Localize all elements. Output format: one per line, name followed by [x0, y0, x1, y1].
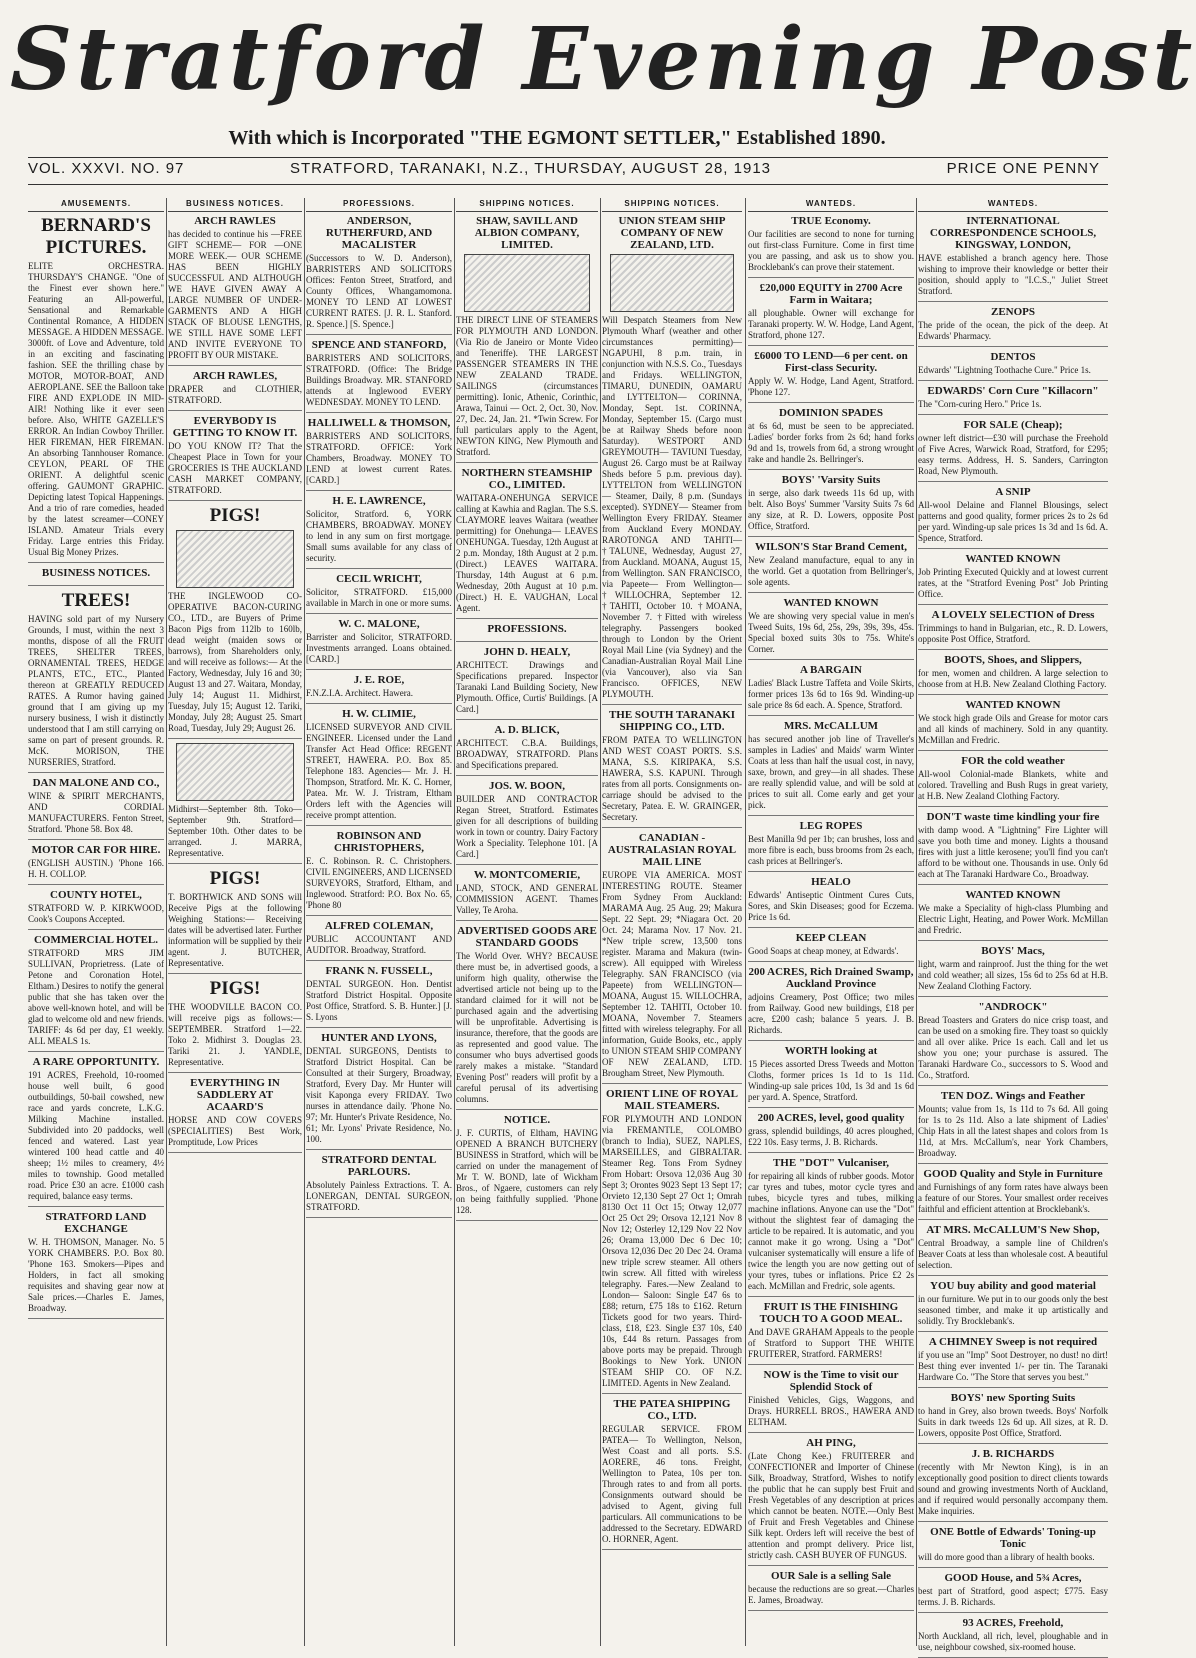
advertisement [748, 1369, 914, 1433]
column-shipping-notices-2 [602, 198, 742, 1646]
ad-body: The World Over. WHY? BECAUSE there must be, in advertised goods, a uniform high quality, otherwise the advertised article not being up to the standard claimed for it will not be purchased again and the advertising will be unprofitable. Advertising is insurance, therefore, that the goods are as represented and good value. The consumer who buys advertised goods rarely makes a mistake. "Standard Evening Post" readers will profit by a careful perusal of its advertising columns. [456, 951, 598, 1104]
ad-body: EUROPE VIA AMERICA. MOST INTERESTING ROUTE. Steamer From Sydney From Auckland: MARAMA Aug. 25 Aug. 29; Makura Sept. 22 Sept. 29; *Niagara Oct. 20 Oct. 24; Marama Nov. 17 Nov. 21. *New triple screw, 13,500 tons register. Marama and Makura (twin-screw). All equipped with Wireless Telegraphy. SAN FRANCISCO (via Papeete) from WELLINGTON— MOANA, August 15. WILLOCHRA, September 12. TAHITI, October 10. MOANA, November 7. Steamers fitted with wireless telegraphy. For all information, Guide Books, etc., apply to UNION STEAM SHIP COMPANY OF NEW ZEALAND, LTD. Brougham Street, New Plymouth. [602, 870, 742, 1078]
advertisement [748, 820, 914, 872]
column-heading: AMUSEMENTS. [28, 198, 164, 212]
column-divider [166, 198, 167, 1646]
ad-heading: PIGS! [209, 505, 261, 526]
advertisement [748, 474, 914, 537]
ad-heading: MOTOR CAR FOR HIRE. [31, 844, 161, 856]
ad-body: Midhirst—September 8th. Toko—September 9th. Stratford—September 10th. Other dates to be arranged. J. MARRA, Representative. [168, 804, 302, 858]
ad-heading: BOOTS, Shoes, and Slippers, [944, 654, 1082, 666]
ad-body: The "Corn-curing Hero." Price 1s. [918, 399, 1042, 409]
ad-body: (Late Chong Kee.) FRUITERER and CONFECTIONER and Importer of Chinese Silk, Broadway, Stratford, Wishes to notify the public that he can supply best Fruit and Fresh Vegetables of any description at prices which cannot be beaten. NOTE.—Only Best of Fruit and Fresh Vegetables and Chinese Silk kept. Orders left will receive the best of attention and prompt delivery. Price list, strictly cash. CASH BUYER OF FUNGUS. [748, 1451, 914, 1560]
ad-heading: HUNTER AND LYONS, [321, 1032, 437, 1044]
ad-body: We are showing very special value in men's Tweed Suits, 19s 6d, 25s, 29s, 39s, 39s, 45s. Special boxed suits 30s to 75s. White's Corner. [748, 611, 914, 654]
ad-heading: OUR Sale is a selling Sale [770, 1570, 892, 1582]
column-heading: WANTEDS. [918, 198, 1108, 212]
ad-heading: A. D. BLICK, [494, 724, 560, 736]
ad-heading: PIGS! [209, 868, 261, 889]
advertisement [168, 868, 302, 974]
ad-body: Will Despatch Steamers from New Plymouth Wharf (weather and other circumstances permitting)— NGAPUHI, 8 p.m. train, in conjunction with N.S.S. Co., Tuesdays and Fridays. WELLINGTON, TIMARU, DUNEDIN, OAMARU and LYTTELTON— CORINNA, Monday, Sept. 1st. CORINNA, Monday, September 15. (Cargo must be at Railway Sheds before noon Saturday). WESTPORT AND GREYMOUTH— TAVIUNI Tuesday, August 26. Cargo must be at Railway Sheds before 5 p.m. previous day). LYTTELTON from WELLINGTON— Steamer, Daily, 8 p.m. (Sundays excepted). SYDNEY— Steamer from Wellington Every FRIDAY. Steamer from Auckland Every MONDAY. RAROTONGA AND TAHITI— †TALUNE, Wednesday, August 27, from Auckland. MOANA, August 15, from Wellington. SAN FRANCISCO, via Papeete— From Wellington— †WILLOCHRA, September 12. †TAHITI, October 10. †MOANA, November 7. †Fitted with wireless telegraphy. Passengers booked through to London by the Orient Royal Mail Line (via Sydney) and the Canadian-Australian Royal Mail Line (via Vancouver), also via San Francisco. OFFICES, NEW PLYMOUTH. [602, 315, 742, 699]
ad-body: Solicitor, STRATFORD. £15,000 available in March in one or more sums. [306, 587, 452, 608]
ad-body: Central Broadway, a sample line of Children's Beaver Coats at less than wholesale cost. A beautiful selection. [918, 1238, 1108, 1270]
ad-body: best part of Stratford, good aspect; £775. Easy terms. J. B. Richards. [918, 1586, 1108, 1607]
ad-heading: EVERYTHING IN SADDLERY AT ACAARD'S [190, 1077, 280, 1113]
ad-heading: A SNIP [995, 486, 1031, 498]
ad-body: And DAVE GRAHAM Appeals to the people of Stratford to Support THE WHITE FRUITERER, Stratford. FARMERS! [748, 1327, 914, 1359]
price: PRICE ONE PENNY [946, 160, 1100, 177]
ad-body: adjoins Creamery, Post Office; two miles from Railway. Good new buildings, £18 per acre, £200 cash; balance 5 years. J. B. Richards. [748, 992, 914, 1035]
ad-body: We make a Speciality of high-class Plumbing and Electric Light, Heating, and Power Work. McMillan and Fredric. [918, 903, 1108, 935]
advertisement [168, 743, 302, 864]
advertisement [918, 1336, 1108, 1388]
column-heading: BUSINESS NOTICES. [168, 198, 302, 212]
ad-heading: BERNARD'S PICTURES. [41, 215, 151, 258]
ad-body: and Furnishings of any form rates have always been a feature of our Stores. Your smallest order receives faithful and efficient attention at Brocklebank's. [918, 1182, 1108, 1214]
ad-heading: NOW is the Time to visit our Splendid Stock of [763, 1369, 899, 1393]
ad-heading: WANTED KNOWN [965, 699, 1061, 711]
advertisement [168, 978, 302, 1073]
advertisement [306, 708, 452, 826]
advertisement [28, 567, 164, 586]
advertisement [748, 966, 914, 1041]
column-business-notices [168, 198, 302, 1646]
ad-body: T. BORTHWICK AND SONS will Receive Pigs at the following Weighing Stations:— Receiving dates will be advertised later. Further information will be supplied by their agent. J. BUTCHER, Representative. [168, 892, 302, 968]
advertisement [918, 553, 1108, 605]
ad-heading: CANADIAN - AUSTRALASIAN ROYAL MAIL LINE [607, 832, 737, 868]
advertisement [306, 965, 452, 1028]
ad-heading: STRATFORD DENTAL PARLOURS. [321, 1154, 437, 1178]
ad-heading: AT MRS. McCALLUM'S New Shop, [926, 1224, 1100, 1236]
ad-body: Edwards' "Lightning Toothache Cure." Price 1s. [918, 365, 1091, 375]
ad-body: Apply W. W. Hodge, Land Agent, Stratford. 'Phone 127. [748, 376, 914, 397]
ad-body: STRATFORD W. P. KIRKWOOD, Cook's Coupons Accepted. [28, 903, 164, 924]
ad-body: THE DIRECT LINE OF STEAMERS FOR PLYMOUTH AND LONDON. (Via Rio de Janeiro or Monte Video and Teneriffe). THE LARGEST PASSENGER STEAMERS IN THE NEW ZEALAND TRADE. SAILINGS (circumstances permitting). Ionic, Athenic, Corinthic, Arawa, Tainui — Oct. 2, Oct. 30, Nov. 27, Dec. 24, Jan. 21. *Twin Screw. For full particulars apply to the Agent, NEWTON KING, New Plymouth and Stratford. [456, 315, 598, 457]
ad-body: WAITARA-ONEHUNGA SERVICE calling at Kawhia and Raglan. The S.S. CLAYMORE leaves Waitara (weather permitting) for Onehunga— LEAVES ONEHUNGA. Tuesday, 12th August at 2 p.m. Monday, 18th August at 2 p.m. (Direct.) LEAVES WAITARA. Thursday, 14th August at 6 p.m. Wednesday, 20th August at 10 p.m. (Direct.) H. E. VAUGHAN, Local Agent. [456, 493, 598, 613]
advertisement [168, 215, 302, 366]
advertisement [748, 1045, 914, 1108]
advertisement [918, 1448, 1108, 1522]
ad-heading: AH PING, [806, 1437, 856, 1449]
ad-body: ARCHITECT. Drawings and Specifications prepared. Inspector Taranaki Land Building Society, New Plymouth. Office, Curtis' Buildings. [A Card.] [456, 660, 598, 714]
ad-body: ELITE ORCHESTRA. THURSDAY'S CHANGE. "One of the Finest ever shown here." Featuring an All-powerful, Sensational and Remarkable Continental Romance, A HIDDEN MESSAGE. A HIDDEN MESSAGE. 3000ft. of Love and Adventure, told in an exciting and fascinating fashion. SEE the thrilling chase by MOTOR, MOTOR-BOAT, AND AEROPLANE. SEE the Balloon take FIRE AND EXPLODE IN MID-AIR! Nothing like it ever seen before. Also, WHITE GAZELLE'S ERROR. An Indian Cowboy Thriller. HER FIREMAN, HER FIREMAN. An absorbing Tannhouser Romance. CEYLON, PEARL OF THE ORIENT. A delightful scenic offering. GAUMONT GRAPHIC. Depicting latest Topical Happenings. And a trio of rare comedies, headed by the latest screamer—CONEY ISLAND. Amateur Trials every Friday. Large entries this Friday. Usual Big Money Prizes. [28, 261, 164, 557]
advertisement [918, 1280, 1108, 1332]
ad-body: PUBLIC ACCOUNTANT AND AUDITOR. Broadway, Stratford. [306, 934, 452, 955]
ad-heading: 93 ACRES, Freehold, [962, 1617, 1064, 1629]
ad-illustration [176, 743, 294, 801]
ad-heading: £20,000 EQUITY in 2700 Acre Farm in Waitara; [759, 282, 903, 306]
ad-body: HAVE established a branch agency here. Those wishing to improve their knowledge or better their position, should apply to "I.C.S.," Juliet Street Stratford. [918, 253, 1108, 296]
ad-heading: £6000 TO LEND—6 per cent. on First-class Security. [754, 350, 908, 374]
ad-heading: COUNTY HOTEL, [50, 889, 142, 901]
ad-body: Ladies' Black Lustre Taffeta and Voile Skirts, former prices 13s 6d to 16s 9d. Winding-up sale price 8s 6d each. A. Spence, Stratford. [748, 678, 914, 710]
advertisement [748, 720, 914, 816]
advertisement [918, 811, 1108, 885]
advertisement [918, 351, 1108, 381]
advertisement [28, 844, 164, 885]
ad-body: Finished Vehicles, Gigs, Waggons, and Drays. HURRELL BROS., HAWERA AND ELTHAM. [748, 1395, 914, 1427]
advertisement [918, 1090, 1108, 1164]
ad-illustration [176, 530, 294, 588]
column-shipping-notices-1 [456, 198, 598, 1646]
ad-heading: TREES! [61, 590, 131, 611]
advertisement [918, 1572, 1108, 1613]
ad-heading: YOU buy ability and good material [930, 1280, 1096, 1292]
advertisement [602, 1398, 742, 1550]
ad-heading: 200 ACRES, Rich Drained Swamp, Auckland Province [748, 966, 914, 990]
ad-heading: CECIL WRICHT, [336, 573, 422, 585]
advertisement [28, 934, 164, 1052]
ad-body: Job Printing Executed Quickly and at lowest current rates, at the "Stratford Evening Post" Job Printing Office. [918, 567, 1108, 599]
advertisement [918, 945, 1108, 997]
ad-heading: WORTH looking at [784, 1045, 878, 1057]
ad-heading: "ANDROCK" [978, 1001, 1048, 1013]
ad-heading: NOTICE. [503, 1114, 551, 1126]
advertisement [306, 573, 452, 614]
advertisement [28, 1211, 164, 1319]
advertisement [306, 830, 452, 916]
advertisement [918, 419, 1108, 482]
ad-body: HORSE AND COW COVERS (SPECIALITIES) Best Work, Promptitude, Low Prices [168, 1115, 302, 1147]
ad-heading: EDWARDS' Corn Cure "Killacorn" [927, 385, 1099, 397]
advertisement [602, 832, 742, 1084]
ad-body: Our facilities are second to none for turning out first-class Furniture. Come in first time you are passing, and ask us to show you. Brocklebank's can prove their statement. [748, 229, 914, 272]
ad-heading: ONE Bottle of Edwards' Toning-up Tonic [930, 1526, 1096, 1550]
advertisement [456, 467, 598, 619]
advertisement [306, 215, 452, 335]
ad-heading: ALFRED COLEMAN, [324, 920, 434, 932]
advertisement [918, 385, 1108, 415]
advertisement [456, 215, 598, 463]
ad-body: We stock high grade Oils and Grease for motor cars and all kinds of machinery. Sold in any quantity. McMillan and Fredric. [918, 713, 1108, 745]
advertisement [748, 1437, 914, 1566]
column-professions [306, 198, 452, 1646]
advertisement [28, 215, 164, 563]
ad-illustration [610, 254, 734, 312]
ad-heading: BUSINESS NOTICES. [41, 567, 151, 579]
advertisement [918, 1392, 1108, 1444]
ad-body: 15 Pieces assorted Dress Tweeds and Motton Cloths, former prices 1s 1d to 1s 11d. Winding-up sale prices 10d, 1s 3d and 1s 6d per yard. A. Spence, Stratford. [748, 1059, 914, 1102]
advertisement [456, 925, 598, 1110]
advertisement [306, 920, 452, 961]
dateline [28, 160, 1108, 182]
ad-body: WINE & SPIRIT MERCHANTS, AND CORDIAL MANUFACTURERS. Fenton Street, Stratford. 'Phone 58. Box 48. [28, 791, 164, 834]
advertisement [748, 1301, 914, 1365]
ad-body: (Successors to W. D. Anderson), BARRISTERS AND SOLICITORS Offices: Fenton Street, Stratford, and County Offices, Whangamomona. MONEY TO LEND AT LOWEST CURRENT RATES. [J. R. L. Stanford. R. Spence.] [S. Spence.] [306, 253, 452, 329]
column-heading: SHIPPING NOTICES. [456, 198, 598, 212]
ad-body: because the reductions are so great.—Charles E. James, Broadway. [748, 1584, 914, 1605]
ad-heading: JOS. W. BOON, [488, 780, 566, 792]
ad-heading: WANTED KNOWN [965, 889, 1061, 901]
ad-body: DRAPER and CLOTHIER, STRATFORD. [168, 384, 302, 405]
ad-body: F.N.Z.I.A. Architect. Hawera. [306, 688, 413, 698]
ad-body: DO YOU KNOW IT? That the Cheapest Place in Town for your GROCERIES IS THE AUCKLAND CASH MARKET COMPANY, STRATFORD. [168, 441, 302, 495]
advertisement [918, 1526, 1108, 1568]
advertisement [28, 889, 164, 930]
ad-body: FROM PATEA TO WELLINGTON AND WEST COAST PORTS. S.S. MANA, S.S. KIRIPAKA, S.S. HAWERA, S.S. KAPUNI. Through rates from all ports. Consignments on-carriage should be advised to the Secretary, Patea. E. W. GRAINGER, Secretary. [602, 735, 742, 822]
ad-heading: TRUE Economy. [791, 215, 871, 227]
advertisement [602, 709, 742, 828]
ad-heading: FRUIT IS THE FINISHING TOUCH TO A GOOD MEAL. [759, 1301, 903, 1325]
volume-number: VOL. XXXVI. NO. 97 [28, 160, 185, 177]
advertisement [918, 1617, 1108, 1658]
ad-heading: THE SOUTH TARANAKI SHIPPING CO., LTD. [608, 709, 736, 733]
advertisement [168, 415, 302, 501]
advertisement [456, 623, 598, 642]
advertisement [918, 889, 1108, 941]
ad-body: Bread Toasters and Graters do nice crisp toast, and can be used on a smoking fire. They toast so quickly and all over alike. Price 1s each. Call and let us show you one; your purchase is assured. The Taranaki Hardware Co., successors to S. Wood and Co., Stratford. [918, 1015, 1108, 1080]
advertisement [918, 486, 1108, 549]
ad-body: Solicitor, Stratford. 6, YORK CHAMBERS, BROADWAY. MONEY to lend in any sum on first mortgage. Small sums available for any class of security. [306, 509, 452, 563]
ad-body: W. H. THOMSON, Manager. No. 5 YORK CHAMBERS. P.O. Box 80. 'Phone 163. Smokers—Pipes and Holders, in fact all smoking requisites and shaving gear now at Sale prices.—Charles E. James, Broadway. [28, 1237, 164, 1313]
ad-body: has secured another job line of Traveller's samples in Ladies' and Maids' warm Winter Coats at less than half the usual cost, in navy, saxe, brown, and grey—in all shades. These are really splendid value, and will be sold at prices to suit all. Come early and get your pick. [748, 734, 914, 810]
ad-body: STRATFORD MRS JIM SULLIVAN, Proprietress. (Late of Petone and Coronation Hotel, Eltham.) Desires to notify the general public that she has taken over the above well-known hotel, and will be glad to welcome old and new friends. TARIFF: 4s 6d per day, £1 weekly. ALL MEALS 1s. [28, 948, 164, 1046]
column-divider [600, 198, 601, 1646]
ad-heading: NORTHERN STEAMSHIP CO., LIMITED. [461, 467, 593, 491]
ad-heading: BOYS' Macs, [981, 945, 1045, 957]
ad-heading: J. B. RICHARDS [971, 1448, 1055, 1460]
ad-heading: THE PATEA SHIPPING CO., LTD. [613, 1398, 731, 1422]
column-divider [304, 198, 305, 1646]
advertisement [306, 1154, 452, 1218]
ad-heading: STRATFORD LAND EXCHANGE [45, 1211, 147, 1235]
ad-heading: WANTED KNOWN [965, 553, 1061, 565]
newspaper-title: Stratford Evening Post [10, 9, 1196, 110]
advertisement [918, 1001, 1108, 1086]
advertisement [748, 215, 914, 278]
top-rule [28, 157, 1108, 158]
advertisement [748, 1157, 914, 1297]
ad-body: for repairing all kinds of rubber goods. Motor car tyres and tubes, motor cycle tyres and tubes, bicycle tyres and tubes, milking machine inflations. Anyone can use the "Dot" without the slightest fear of damaging the article to be repaired. It is automatic, and you cannot make it go wrong. Using a "Dot" vulcaniser systematically will ensure a life of twice the length you are now getting out of your tyres, tubes or inflations. Price £2 2s each. McMillan and Fredric, sole agents. [748, 1171, 914, 1291]
ad-heading: J. E. ROE, [353, 674, 405, 686]
ad-body: Mounts; value from 1s, 1s 11d to 7s 6d. All going for 1s to 2s 11d. Also a late shipment of Ladies' Chip Hats in all the latest shapes and colors from 1s 11d, at Mrs. McCallum's, near York Chambers, Broadway. [918, 1104, 1108, 1158]
advertisement [748, 407, 914, 470]
ad-heading: WILSON'S Star Brand Cement, [755, 541, 907, 553]
advertisement [456, 1114, 598, 1221]
column-heading: PROFESSIONS. [306, 198, 452, 212]
advertisement [306, 618, 452, 670]
advertisement [748, 1570, 914, 1611]
ad-heading: INTERNATIONAL CORRESPONDENCE SCHOOLS, KINGSWAY, LONDON, [929, 215, 1097, 251]
ad-body: in our furniture. We put in to our goods only the best seasoned timber, and make it up artistically and solidly. Try Brocklebank's. [918, 1294, 1108, 1326]
ad-heading: ANDERSON, RUTHERFURD, AND MACALISTER [325, 215, 433, 251]
ad-heading: ARCH RAWLES [194, 215, 276, 227]
advertisement [918, 215, 1108, 302]
ad-body: All-wool Delaine and Flannel Blousings, select patterns and good quality, former prices 2s to 2s 6d per yard. Winding-up sale prices 1s 3d and 1s 6d. A. Spence, Stratford. [918, 500, 1108, 543]
column-amusements [28, 198, 164, 1646]
advertisement [168, 1077, 302, 1153]
ad-body: has decided to continue his —FREE GIFT SCHEME— FOR —ONE MORE WEEK.— OUR SCHEME HAS BEEN HIGHLY SUCCESSFUL AND ALTHOUGH WE HAVE GIVEN AWAY A LARGE NUMBER OF UNDER-GARMENTS AND A HIGH STACK OF BLOUSE LENGTHS, WE STILL HAVE SOME LEFT AND INVITE EVERYONE TO PROFIT BY OUR MISTAKE. [168, 229, 302, 360]
ad-body: with damp wood. A "Lightning" Fire Lighter will save you both time and money. Lights a thousand fires with just a little kerosene; you'll find you can't afford to be without one. Thousands in use. Only 6d each at The Taranaki Hardware Co., Broadway. [918, 825, 1108, 879]
ad-body: THE WOODVILLE BACON CO. will receive pigs as follows:— SEPTEMBER. Stratford 1—22. Toko 2. Midhirst 3. Douglas 23. Tariki 21. J. YANDLE, Representative. [168, 1002, 302, 1067]
ad-heading: SHAW, SAVILL AND ALBION COMPANY, LIMITED. [474, 215, 580, 251]
ad-body: E. C. Robinson. R. C. Christophers. CIVIL ENGINEERS, AND LICENSED SURVEYORS, Stratford, Eltham, and Inglewood. Stratford: P.O. Box No. 65, 'Phone 80 [306, 856, 452, 910]
ad-body: DENTAL SURGEONS, Dentists to Stratford District Hospital. Can be Consulted at their Surgery, Broadway, Stratford, Every Day. Mr Hunter will visit Kaponga every FRIDAY. Two nurses in attendance daily. 'Phone No. 97; Mr. Hunter's Private Residence, No. 61; Mr. Lyons' Private Residence, No. 100. [306, 1046, 452, 1144]
advertisement [748, 541, 914, 593]
ad-heading: THE "DOT" Vulcaniser, [772, 1157, 890, 1169]
ad-body: LAND, STOCK, AND GENERAL COMMISSION AGENT. Thames Valley, Te Aroha. [456, 883, 598, 915]
advertisement [456, 646, 598, 720]
ad-heading: ZENOPS [990, 306, 1035, 318]
advertisement [306, 1032, 452, 1150]
ad-body: at 6s 6d, must be seen to be appreciated. Ladies' border forks from 2s 6d; hand forks 9d and 1s, trowels from 6d, a strong wrought rake and handle 2s. Bellringer's. [748, 421, 914, 464]
advertisement [602, 1088, 742, 1394]
ad-heading: KEEP CLEAN [795, 932, 867, 944]
ad-body: BARRISTERS AND SOLICITORS, STRATFORD. OFFICE: York Chambers, Broadway. MONEY TO LEND at lowest current Rates. [CARD.] [306, 431, 452, 485]
column-heading: SHIPPING NOTICES. [602, 198, 742, 212]
ad-body: all ploughable. Owner will exchange for Taranaki property. W. W. Hodge, Land Agent, Stratford, phone 127. [748, 308, 914, 340]
ad-heading: ADVERTISED GOODS ARE STANDARD GOODS [457, 925, 597, 949]
ad-heading: ROBINSON AND CHRISTOPHERS, [334, 830, 424, 854]
advertisement [918, 1224, 1108, 1276]
ad-heading: LEG ROPES [799, 820, 863, 832]
ad-heading: 200 ACRES, level, good quality [757, 1112, 905, 1124]
ad-heading: W. C. MALONE, [338, 618, 420, 630]
advertisement [28, 1056, 164, 1207]
ad-body: Absolutely Painless Extractions. T. A. LONERGAN, DENTAL SURGEON, STRATFORD. [306, 1180, 452, 1212]
advertisement [748, 1112, 914, 1153]
advertisement [306, 495, 452, 569]
advertisement [168, 370, 302, 411]
ad-heading: COMMERCIAL HOTEL. [33, 934, 159, 946]
advertisement [456, 780, 598, 865]
ad-body: DENTAL SURGEON. Hon. Dentist Stratford District Hospital. Opposite Post Office, Stratford. S. B. Hunter.] [J. S. Lyons [306, 979, 452, 1022]
ad-body: for men, women and children. A large selection to choose from at H.B. New Zealand Clothing Factory. [918, 668, 1108, 689]
place-and-date: STRATFORD, TARANAKI, N.Z., THURSDAY, AUGUST 28, 1913 [290, 160, 772, 177]
advertisement [918, 609, 1108, 650]
column-heading: WANTEDS. [748, 198, 914, 212]
ad-heading: H. W. CLIMIE, [342, 708, 416, 720]
column-divider [916, 198, 917, 1646]
ad-body: 191 ACRES, Freehold, 10-roomed house well built, 6 good outbuildings, 50-bail cowshed, new race and yards concrete, L.K.G. Milking Machine installed. Subdivided into 20 paddocks, well fenced and watered. Last year wintered 100 head cattle and 40 sheep; 1½ miles to creamery, 4½ miles to township. Good metalled road. Price £30 an acre. £1000 cash required, balance easy terms. [28, 1070, 164, 1201]
ad-body: BUILDER AND CONTRACTOR Regan Street, Stratford. Estimates given for all descriptions of building work in town or country. Dairy Factory Work a Speciality. Telephone 101. [A Card.] [456, 794, 598, 859]
advertisement [918, 755, 1108, 807]
ad-heading: H. E. LAWRENCE, [332, 495, 426, 507]
column-divider [745, 198, 746, 1646]
ad-heading: HALLIWELL & THOMSON, [307, 417, 451, 429]
ad-heading: FOR SALE (Cheap); [963, 419, 1063, 431]
ad-heading: DENTOS [990, 351, 1036, 363]
advertisement [306, 417, 452, 491]
column-wanteds-1 [748, 198, 914, 1646]
ad-heading: HEALO [811, 876, 851, 888]
ad-heading: UNION STEAM SHIP COMPANY OF NEW ZEALAND, LTD. [618, 215, 726, 251]
ad-heading: A CHIMNEY Sweep is not required [928, 1336, 1098, 1348]
ad-heading: PIGS! [209, 978, 261, 999]
ad-heading: BOYS' 'Varsity Suits [781, 474, 881, 486]
advertisement [602, 215, 742, 705]
ad-heading: GOOD House, and 5¾ Acres, [944, 1572, 1082, 1584]
ad-body: to hand in Grey, also brown tweeds. Boys' Norfolk Suits in dark tweeds 12s 6d up. All sizes, at R. D. Lowers, opposite Post Office, Stratford. [918, 1406, 1108, 1438]
ad-heading: GOOD Quality and Style in Furniture [923, 1168, 1103, 1180]
ad-heading: WANTED KNOWN [783, 597, 879, 609]
ad-body: HAVING sold part of my Nursery Grounds, I must, within the next 3 months, dispose of all the FRUIT TREES, SHELTER TREES, ORNAMENTAL TREES, HEDGE PLANTS, ETC., ETC., Planted thereon at GREATLY REDUCED RATES. A Rumor having gained ground that I am giving up my nursery business, I wish it distinctly understood that I am still carrying on same on part of present grounds. R. McK. MORISON, THE NURSERIES, Stratford. [28, 614, 164, 767]
advertisement [306, 339, 452, 413]
advertisement [456, 869, 598, 921]
ad-body: Best Manilla 9d per 1b; can brushes, loss and more fibre is each, buss brooms from 2s each, cash prices at Bellringer's. [748, 834, 914, 866]
ad-body: will do more good than a library of health books. [918, 1552, 1095, 1562]
ad-body: grass, splendid buildings, 40 acres ploughed, £22 10s. Easy terms, J. B. Richards. [748, 1126, 914, 1147]
ad-body: (recently with Mr Newton King), is in an exceptionally good position to direct clients towards sound and growing investments North of Auckland, and if required would personally accompany them. Make inquiries. [918, 1462, 1108, 1516]
advertisement [918, 1168, 1108, 1220]
ad-body: All-wool Colonial-made Blankets, white and colored. Travelling and Bush Rugs in great variety, at H.B. New Zealand Clothing Factory. [918, 769, 1108, 801]
ad-heading: EVERYBODY IS GETTING TO KNOW IT. [172, 415, 298, 439]
ad-body: Edwards' Antiseptic Ointment Cures Cuts, Sores, and Skin Diseases; good for Eczema. Price 1s 6d. [748, 890, 914, 922]
ad-heading: ORIENT LINE OF ROYAL MAIL STEAMERS. [606, 1088, 738, 1112]
ad-body: North Auckland, all rich, level, ploughable and in use, neighbour cowshed, six-roomed house. [918, 1631, 1108, 1652]
advertisement [748, 350, 914, 403]
ad-body: BARRISTERS AND SOLICITORS, STRATFORD. (Office: The Bridge Buildings Broadway. MR. STANFORD attends at Inglewood EVERY WEDNESDAY. MONEY TO LEND. [306, 353, 452, 407]
ad-body: LICENSED SURVEYOR AND CIVIL ENGINEER. Licensed under the Land Transfer Act Head Office: REGENT STREET, HAWERA. P.O. Box 85. Telephone 183. Agencies— Mr. J. H. Thompson, Stratford. Mr. K. C. Horner, Patea. Mr. W. J. Tristram, Eltham Orders left with the Agencies will receive prompt attention. [306, 722, 452, 820]
ad-body: New Zealand manufacture, equal to any in the world. Get a quotation from Bellringer's, sole agents. [748, 555, 914, 587]
column-divider [454, 198, 455, 1646]
ad-heading: A RARE OPPORTUNITY. [32, 1056, 160, 1068]
advertisement [28, 777, 164, 840]
ad-heading: ARCH RAWLES, [192, 370, 278, 382]
ad-illustration [464, 254, 590, 312]
ad-heading: BOYS' new Sporting Suits [950, 1392, 1076, 1404]
ad-heading: DOMINION SPADES [778, 407, 883, 419]
advertisement [918, 306, 1108, 347]
advertisement [28, 590, 164, 773]
ad-body: FOR PLYMOUTH AND LONDON via FREMANTLE, COLOMBO (branch to India), SUEZ, NAPLES, MARSEILLES, and GIBRALTAR. Steamer Reg. Tons From Sydney From Hobart: Orsova 12,036 Aug 30 Sept 3; Orontes 9023 Sept 13 Sept 17; Orvieto 12,130 Sept 27 Oct 1; Omrah 8130 Oct 11 Oct 15; Otway 12,077 Oct 25 Oct 29; Orsova 12,121 Nov 8 Nov 12; Osterley 12,129 Nov 22 Nov 26; Orama 13,000 Dec 6 Dec 10; Orsova 12,036 Dec 20 Dec 24. Orama new triple screw steamer. All others twin screw. All fitted with wireless telegraphy. Fares.—New Zealand to London— Saloon: Single £47 6s to £88; return, £75 18s to £162. Return Tickets good for two years. Third-class, £18, £23. Single £37 10s, £40 10s, £44 8s return. Passages from above ports may be prepaid. Through Bookings to New York. UNION STEAM SHIP CO. OF N.Z. LIMITED. Agents in New Zealand. [602, 1114, 742, 1388]
ad-heading: FRANK N. FUSSELL, [325, 965, 433, 977]
masthead [0, 0, 1196, 177]
ad-body: in serge, also dark tweeds 11s 6d up, with belt. Also Boys' Summer 'Varsity Suits 7s 6d any size, at R. D. Lowers, opposite Post Office, Stratford. [748, 488, 914, 531]
ad-heading: JOHN D. HEALY, [483, 646, 571, 658]
ad-heading: FOR the cold weather [961, 755, 1065, 767]
advertisement [918, 699, 1108, 751]
ad-body: owner left district—£30 will purchase the Freehold of Five Acres, Warwick Road, Stratford, for £295; easy terms. Address, H. S. Sanders, Carrington Road, New Plymouth. [918, 433, 1108, 476]
ad-heading: A LOVELY SELECTION of Dress [931, 609, 1095, 621]
ad-heading: W. MONTCOMERIE, [473, 869, 581, 881]
advertisement [168, 505, 302, 739]
ad-heading: TEN DOZ. Wings and Feather [940, 1090, 1086, 1102]
advertisement [748, 597, 914, 660]
ad-heading: PROFESSIONS. [487, 623, 567, 635]
column-wanteds-2 [918, 198, 1108, 1652]
advertisement [748, 282, 914, 346]
ad-heading: DAN MALONE AND CO., [32, 777, 160, 789]
ad-body: light, warm and rainproof. Just the thing for the wet and cold weather; all sizes, 15s 6d to 25s 6d at H.B. New Zealand Clothing Factory. [918, 959, 1108, 991]
advertisement [748, 876, 914, 928]
advertisement [748, 664, 914, 716]
advertisement [748, 932, 914, 962]
ad-body: J. F. CURTIS, of Eltham, HAVING OPENED A BRANCH BUTCHERY BUSINESS in Stratford, which will be carried on under the management of Mr T. W. BOND, late of Wickham Bros., of Ngaere, customers can rely on being faithfully supplied. 'Phone 128. [456, 1128, 598, 1215]
ad-body: THE INGLEWOOD CO-OPERATIVE BACON-CURING CO., LTD., are Buyers of Prime Bacon Pigs from 112lb to 160lb, dead weight (maiden sows or barrows), from Shareholders only, and will receive as follows:— At the Factory, Wednesday, July 16 and 30; August 13 and 27. Waitara, Monday, July 14; August 11. Midhirst, Tuesday, July 15; August 12. Tariki, Monday, July 28; August 25. Smart Road, Tuesday, July 29; August 26. [168, 591, 302, 733]
ad-body: ARCHITECT. C.B.A. Buildings, BROADWAY, STRATFORD. Plans and Specifications prepared. [456, 738, 598, 770]
advertisement [456, 724, 598, 776]
ad-heading: DON'T waste time kindling your fire [926, 811, 1100, 823]
ad-body: The pride of the ocean, the pick of the deep. At Edwards' Pharmacy. [918, 320, 1108, 341]
advertisement [306, 674, 452, 704]
ad-body: Good Soaps at cheap money, at Edwards'. [748, 946, 899, 956]
masthead-subtitle: With which is Incorporated "THE EGMONT SETTLER," Established 1890. [228, 127, 886, 149]
ad-body: Trimmings to hand in Bulgarian, etc., R. D. Lowers, opposite Post Office, Stratford. [918, 623, 1108, 644]
ad-heading: MRS. McCALLUM [783, 720, 879, 732]
ad-body: REGULAR SERVICE. FROM PATEA— To Wellington, Nelson, West Coast and all ports. S.S. AORERE, 46 tons. Freight, Wellington to Patea, 10s per ton. Through rates to and from all ports. Consignments outward should be advised to Agent, giving full particulars. All communications to be addressed to the Secretary. EDWARD O. HORNER, Agent. [602, 1424, 742, 1544]
ad-body: if you use an "Imp" Soot Destroyer, no dust! no dirt! Best thing ever invented 1/- per tin. The Taranaki Hardware Co. "The Store that serves you best." [918, 1350, 1108, 1382]
advertisement [918, 654, 1108, 695]
ad-heading: A BARGAIN [799, 664, 863, 676]
ad-body: Barrister and Solicitor, STRATFORD. Investments arranged. Loans obtained. [CARD.] [306, 632, 452, 664]
dateline-rule [28, 184, 1108, 185]
ad-heading: SPENCE AND STANFORD, [311, 339, 447, 351]
ad-body: (ENGLISH AUSTIN.) 'Phone 166. H. H. COLLOP. [28, 858, 164, 879]
